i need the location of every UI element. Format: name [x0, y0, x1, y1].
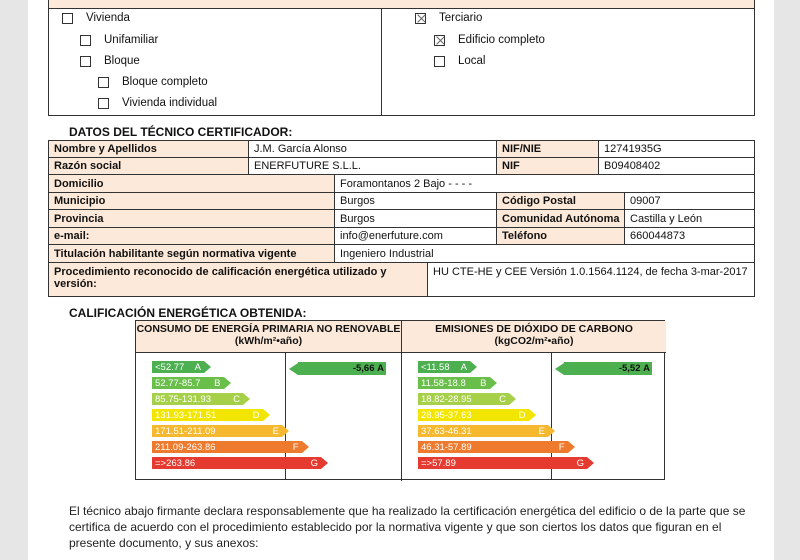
emisiones-scale-bar: [418, 393, 509, 405]
label-comunidad: Comunidad Autónoma: [496, 209, 625, 228]
consumo-scale-letter: C: [233, 393, 240, 405]
value-codigo-postal: 09007: [624, 192, 755, 210]
consumo-scale-bar: [152, 377, 224, 389]
tech-table: [48, 140, 755, 297]
emisiones-scale-range: 28.95-37.63: [421, 409, 472, 421]
emisiones-scale-range: 46.31-57.89: [421, 441, 472, 453]
consumo-scale-row-d: [152, 409, 270, 421]
consumo-scale-tip: [204, 361, 211, 373]
checkbox-unifamiliar[interactable]: [80, 35, 91, 46]
rating-section-title: CALIFICACIÓN ENERGÉTICA OBTENIDA:: [69, 306, 307, 320]
consumo-scale-row-f: [152, 441, 309, 453]
emisiones-scale-bar: [418, 425, 548, 437]
emisiones-scale-range: 37.63-46.31: [421, 425, 472, 437]
emisiones-rating-pointer: [555, 362, 652, 375]
emisiones-scale-row-b: [418, 377, 497, 389]
value-provincia: Burgos: [334, 209, 497, 228]
option-unifamiliar[interactable]: [80, 34, 158, 46]
checkbox-terciario-checked[interactable]: [415, 13, 426, 24]
consumo-rating-pointer: [289, 362, 386, 375]
emisiones-scale-row-f: [418, 441, 575, 453]
value-nombre: J.M. García Alonso: [248, 140, 497, 158]
consumo-value-text: -5,66: [352, 363, 375, 374]
option-terciario[interactable]: [415, 12, 482, 24]
checkbox-vivienda[interactable]: [62, 13, 73, 24]
consumo-scale-row-c: [152, 393, 250, 405]
option-local[interactable]: [434, 55, 486, 67]
consumo-scale-range: 52.77-85.7: [155, 377, 201, 389]
consumo-scale-bar: [152, 457, 321, 469]
emisiones-scale-range: <11.58: [421, 361, 450, 373]
emisiones-value-text: -5,52: [618, 363, 641, 374]
emisiones-scale-range: 11.58-18.8: [421, 377, 466, 389]
consumo-header: CONSUMO DE ENERGÍA PRIMARIA NO RENOVABLE (kWh/m²•año): [136, 321, 401, 353]
consumo-scale-tip: [263, 409, 270, 421]
emisiones-value-letter: A: [643, 363, 650, 374]
tech-section-title: DATOS DEL TÉCNICO CERTIFICADOR:: [69, 125, 293, 139]
option-bloque[interactable]: [80, 55, 140, 67]
label-provincia: Provincia: [48, 209, 335, 228]
value-nif: B09408402: [598, 157, 755, 175]
option-vivienda-individual[interactable]: [98, 97, 217, 109]
emisiones-scale-row-g: [418, 457, 594, 469]
emisiones-scale-tip: [587, 457, 594, 469]
pointer-tip: [289, 363, 298, 375]
emisiones-scale-bar: [418, 441, 568, 453]
emisiones-scale-bar: [418, 409, 529, 421]
label-nif: NIF: [496, 157, 599, 175]
label-email: e-mail:: [48, 227, 335, 245]
option-label: Edificio completo: [458, 34, 545, 46]
consumo-scale-letter: B: [214, 377, 221, 389]
option-label: Vivienda individual: [122, 97, 218, 109]
emisiones-scale: [402, 353, 584, 480]
emisiones-scale-letter: B: [480, 377, 487, 389]
declaration-text: El técnico abajo firmante declara responsablemente que ha realizado la certificación energética del edificio o de la parte que se certifica de acuerdo con el procedimiento establecido por la normativa vigente y que son ciertos los datos que figuran en el presente documento, y sus anexos:: [69, 504, 746, 550]
value-nif-nie: 12741935G: [598, 140, 755, 158]
checkbox-bloque-completo[interactable]: [98, 77, 109, 88]
consumo-scale: [136, 353, 318, 480]
consumo-scale-range: 85.75-131.93: [155, 393, 211, 405]
consumo-scale-tip: [321, 457, 328, 469]
emisiones-scale-tip: [490, 377, 497, 389]
value-email[interactable]: info@enerfuture.com: [334, 227, 497, 245]
value-razon-social: ENERFUTURE S.L.L.: [248, 157, 497, 175]
label-codigo-postal: Código Postal: [496, 192, 625, 210]
value-municipio: Burgos: [334, 192, 497, 210]
emisiones-scale-letter: C: [499, 393, 506, 405]
option-label: Bloque completo: [122, 76, 208, 88]
value-procedimiento: HU CTE-HE y CEE Versión 1.0.1564.1124, de fecha 3-mar-2017: [427, 262, 755, 297]
option-label: Terciario: [439, 12, 483, 24]
emisiones-scale-row-e: [418, 425, 555, 437]
emisiones-scale-tip: [509, 393, 516, 405]
energy-rating-table: [135, 320, 665, 480]
label-nombre: Nombre y Apellidos: [48, 140, 249, 158]
emisiones-scale-tip: [470, 361, 477, 373]
building-type-divider: [381, 9, 382, 116]
label-telefono: Teléfono: [496, 227, 625, 245]
option-label: Vivienda: [86, 12, 130, 24]
consumo-scale-letter: E: [272, 425, 279, 437]
consumo-scale-range: 171.51-211.09: [155, 425, 216, 437]
value-comunidad: Castilla y León: [624, 209, 755, 228]
value-titulacion: Ingeniero Industrial: [334, 244, 755, 263]
emisiones-scale-row-c: [418, 393, 516, 405]
consumo-scale-bar: [152, 409, 263, 421]
consumo-panel: [136, 321, 401, 481]
label-municipio: Municipio: [48, 192, 335, 210]
checkbox-vivienda-individual[interactable]: [98, 98, 109, 109]
emisiones-scale-row-a: [418, 361, 477, 373]
consumo-scale-row-e: [152, 425, 289, 437]
emisiones-scale-letter: F: [558, 441, 565, 453]
label-nif-nie: NIF/NIE: [496, 140, 599, 158]
option-label: Local: [458, 55, 486, 67]
consumo-scale-range: =>263.86: [155, 457, 196, 469]
value-telefono: 660044873: [624, 227, 755, 245]
emisiones-scale-letter: G: [576, 457, 584, 469]
consumo-scale-range: 131.93-171.51: [155, 409, 217, 421]
emisiones-scale-tip: [529, 409, 536, 421]
consumo-rating-value: [298, 362, 386, 375]
consumo-value-letter: A: [377, 363, 384, 374]
emisiones-scale-range: 18.82-28.95: [421, 393, 472, 405]
emisiones-scale-range: =>57.89: [421, 457, 456, 469]
option-bloque-completo[interactable]: [98, 76, 208, 88]
label-titulacion: Titulación habilitante según normativa vigente: [48, 244, 335, 263]
checkbox-local[interactable]: [434, 56, 445, 67]
emisiones-header: EMISIONES DE DIÓXIDO DE CARBONO (kgCO2/m²•año): [402, 321, 666, 353]
consumo-scale-bar: [152, 441, 302, 453]
label-razon-social: Razón social: [48, 157, 249, 175]
option-label: Unifamiliar: [104, 34, 159, 46]
consumo-scale-tip: [224, 377, 231, 389]
emisiones-scale-bar: [418, 361, 470, 373]
emisiones-rating-value: [564, 362, 652, 375]
consumo-scale-letter: D: [252, 409, 260, 421]
consumo-scale-tip: [302, 441, 309, 453]
consumo-scale-row-g: [152, 457, 328, 469]
emisiones-scale-row-d: [418, 409, 536, 421]
consumo-scale-range: <52.77: [155, 361, 185, 373]
consumo-scale-letter: G: [310, 457, 318, 469]
checkbox-bloque[interactable]: [80, 56, 91, 67]
consumo-scale-tip: [243, 393, 250, 405]
emisiones-scale-letter: A: [460, 361, 467, 373]
emisiones-scale-bar: [418, 457, 587, 469]
emisiones-scale-tip: [568, 441, 575, 453]
option-edificio-completo[interactable]: [434, 34, 545, 46]
consumo-scale-bar: [152, 393, 243, 405]
consumo-scale-letter: F: [292, 441, 299, 453]
consumo-scale-row-b: [152, 377, 231, 389]
emisiones-panel: [401, 321, 666, 481]
checkbox-edificio-completo-checked[interactable]: [434, 35, 445, 46]
consumo-scale-letter: A: [194, 361, 201, 373]
consumo-scale-tip: [282, 425, 289, 437]
consumo-scale-row-a: [152, 361, 211, 373]
consumo-scale-range: 211.09-263.86: [155, 441, 216, 453]
emisiones-scale-tip: [548, 425, 555, 437]
emisiones-scale-bar: [418, 377, 490, 389]
value-domicilio: Foramontanos 2 Bajo - - - -: [334, 174, 755, 193]
consumo-scale-bar: [152, 425, 282, 437]
label-procedimiento: Procedimiento reconocido de calificación energética utilizado y versión:: [48, 262, 428, 297]
option-label: Bloque: [104, 55, 140, 67]
label-domicilio: Domicilio: [48, 174, 335, 193]
pointer-tip: [555, 363, 564, 375]
certificate-page: [28, 0, 774, 560]
option-vivienda[interactable]: [62, 12, 130, 24]
consumo-scale-bar: [152, 361, 204, 373]
emisiones-scale-letter: E: [538, 425, 545, 437]
emisiones-scale-letter: D: [518, 409, 526, 421]
